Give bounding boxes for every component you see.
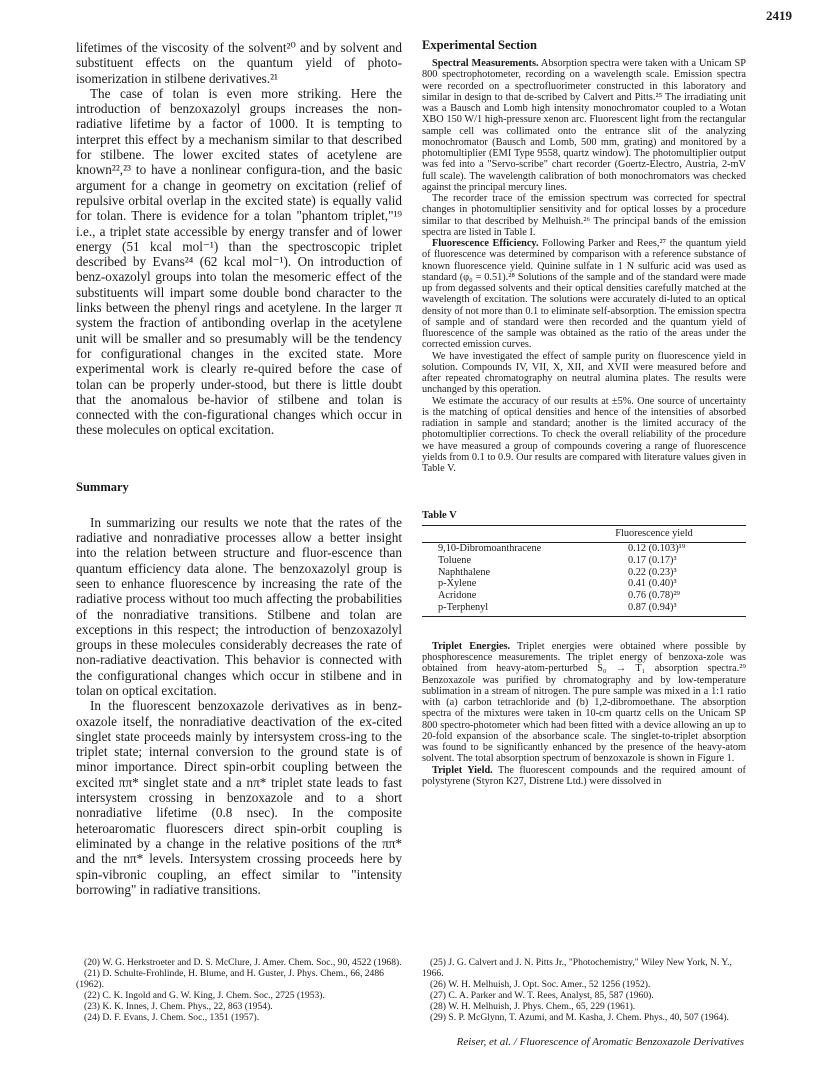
reference: (24) D. F. Evans, J. Chem. Soc., 1351 (1957). — [84, 1012, 260, 1023]
paragraph: We have investigated the effect of sample purity on fluorescence yield in solution. Compounds IV, VII, X, XII, and XVII were measured before and after repeated chromatography on neutral alumina plates. The results were unchanged by this operation. — [422, 350, 746, 396]
yield-cell: 0.17 (0.17)³ — [628, 554, 677, 566]
compound-cell: p-Terphenyl — [422, 602, 628, 616]
compound-cell: Acridone — [438, 590, 477, 602]
reference: (21) D. Schulte-Frohlinde, H. Blume, and H. Guster, J. Phys. Chem., 66, 2486 (1962). — [76, 968, 384, 990]
compound-cell: Toluene — [438, 554, 472, 566]
table-v — [422, 510, 746, 617]
yield-cell: 0.87 (0.94)³ — [628, 602, 746, 616]
table-row — [422, 543, 746, 555]
table-row — [422, 567, 746, 579]
reference: (29) S. P. McGlynn, T. Azumi, and M. Kasha, J. Chem. Phys., 40, 507 (1964). — [430, 1012, 729, 1023]
paragraph-text: Triplet energies were obtained where possible by phosphorescence measurements. The triplet energy of benzoxa-zole was obtained from heavy-atom-perturbed S₀ → T₁ absorption spectra.²⁹ Benzoxazole was purified by chromatography and by low-temperature sublimation in a stream of nitrogen. The pure sample was mixed in a 1:1 ratio with (a) carbon tetrachloride and (b) 1,2-dibromoethane. The absorption spectra of the mixtures were taken in 10-cm quartz cells on the Unicam SP 800 spectro-photometer which had been fitted with a device allowing an up to 20-fold expansion of the absorbance scale. The singlet-to-triplet absorption was found to be significantly enhanced by the presence of the heavy-atom solvent. The total absorption spectrum of benzoxazole is shown in Figure 1. — [422, 640, 746, 765]
experimental-heading: Experimental Section — [422, 38, 537, 52]
yield-cell: 0.41 (0.40)³ — [628, 578, 677, 590]
table-row — [422, 578, 746, 590]
reference: (23) K. K. Innes, J. Chem. Phys., 22, 863 (1954). — [84, 1001, 273, 1012]
yield-cell: 0.76 (0.78)²⁹ — [628, 590, 681, 602]
table-row — [422, 555, 746, 567]
compound-cell: 9,10-Dibromoanthracene — [438, 543, 542, 555]
reference: (26) W. H. Melhuish, J. Opt. Soc. Amer., 52 1256 (1952). — [430, 979, 651, 990]
references-right — [422, 957, 746, 1023]
paragraph — [422, 238, 746, 351]
yield-cell: 0.22 (0.23)³ — [628, 566, 677, 578]
summary-heading: Summary — [76, 479, 129, 494]
table-title: Table V — [422, 510, 457, 522]
paragraph — [422, 58, 746, 193]
paragraph-text: Following Parker and Rees,²⁷ the quantum yield of fluorescence was determined by comparison with a reference substance of known fluorescence yield. Quinine sulfate in 1 N sulfuric acid was used as standard (φ₀ = 0.51).²⁸ Solutions of the sample and of the standard were made up from degassed solvents and their optical densities carefully matched at the wavelength of excitation. The solutions were accurately di-luted to an optical density of not more than 0.1 to eliminate self-absorption. The emission spectra of sample and of standard were then recorded and the quantum yield of fluorescence of the sample was obtained as the ratio of the areas under the corrected emission curves. — [422, 238, 746, 351]
reference: (28) W. H. Melhuish, J. Phys. Chem., 65, 229 (1961). — [430, 1001, 636, 1012]
data-table — [422, 525, 746, 617]
references-left — [76, 957, 402, 1023]
left-column — [76, 40, 402, 897]
table-row — [422, 602, 746, 616]
paragraph: In summarizing our results we note that the rates of the radiative and nonradiative processes allow a better insight into the relation between structure and fluor-escence than quantum efficiency data alone. The benzoxazolyl group is seen to enhance fluorescence by increasing the rate of the radiative process without too much affecting the probabilities of the nonradiative transitions. Stilbene and tolan are exceptions in this respect; the introduction of benzoxazolyl groups in these molecules considerably decreases the rate of non-radiative deactivation. This behavior is connected with the configurational changes which occur in stilbene and in tolan on optical excitation. — [76, 514, 402, 698]
paragraph: In the fluorescent benzoxazole derivatives as in benz-oxazole itself, the nonradiative deactivation of the ex-cited singlet state proceeds mainly by intersystem cross-ing to the triplet state; internal conversion to the ground state is of minor importance. Direct spin-orbit coupling between the excited ππ* singlet state and a nπ* triplet state leads to fast intersystem crossing in benzoxazole and to a short nonradiative lifetime (0.8 nsec). In the composite heteroaromatic fluorescers direct spin-orbit coupling is eliminated by a change in the relative positions of the ππ* and the nπ* levels. Intersystem crossing proceeds here by spin-vibronic coupling, an effect similar to "intensity borrowing" in radiative transitions. — [76, 698, 402, 897]
compound-cell: Naphthalene — [438, 566, 491, 578]
runin-title: Triplet Yield. — [432, 764, 493, 776]
right-column — [422, 40, 746, 787]
paragraph-text: Absorption spectra were taken with a Unicam SP 800 spectrophotometer, recording on a wavelength scale. Emission spectra were recorded on a spectrofluorimeter constructed in this laboratory and similar in design to that de-scribed by Calvert and Pitts.²⁵ The irradiating unit was a Bausch and Lomb high intensity monochromator coupled to a Wotan XBO 150 W/1 high-pressure xenon arc. Fluorescent light from the rectangular sample cell was collimated onto the entrance slit of the analyzing monochromator (Bausch and Lomb, 500 mm, grating) and monitored by a photomultiplier (EMI Type 9558, quartz window). The photomultiplier output was fed into a "Servo-scribe" chart recorder (Goertz-Electro, Austria, 2-mV full scale). The wavelength calibration of both monochromators was checked against the principal mercury lines. — [422, 58, 746, 193]
paragraph: The recorder trace of the emission spectrum was corrected for spectral changes in photomultiplier sensitivity and for optical losses by a procedure similar to that described by Melhuish.²⁶ The principal bands of the emission spectra are listed in Table I. — [422, 193, 746, 238]
paragraph — [422, 765, 746, 788]
paragraph — [422, 641, 746, 765]
paragraph: lifetimes of the viscosity of the solvent²⁰ and by solvent and substituent effects on the quantum yield of photo-isomerization in stilbene derivatives.²¹ — [76, 40, 402, 86]
page-number: 2419 — [766, 8, 792, 23]
reference: (25) J. G. Calvert and J. N. Pitts Jr., "Photochemistry," Wiley New York, N. Y., 1966. — [422, 957, 732, 979]
paragraph: We estimate the accuracy of our results at ±5%. One source of uncertainty is the matching of optical densities and hence of the intensities of absorbed radiation in sample and standard; another is the limited accuracy of the photomultiplier corrections. To check the overall reliability of the procedure we have measured a group of compounds covering a range of fluorescence yields from 0.1 to 0.9. Our results are compared with literature values given in Table V. — [422, 395, 746, 474]
compound-cell: p-Xylene — [438, 578, 477, 590]
paragraph: The case of tolan is even more striking. Here the introduction of benzoxazolyl groups increases the non-radiative lifetime by a factor of 1000. It is tempting to interpret this effect by a mechanism similar to that described for stilbene. The lower excited states of acetylene are known²²,²³ to have a nonlinear configura-tion, and the basic argument for a change in geometry on excitation (relief of repulsive orbital overlap in the excited state) is equally valid for tolan. There is evidence for a tolan "phantom triplet,"¹⁹ i.e., a triplet state accessible by energy transfer and of lower energy (51 kcal mol⁻¹) than the spectroscopic triplet described by Evans²⁴ (62 kcal mol⁻¹). On introduction of benz-oxazolyl groups into tolan the mesomeric effect of the substituents will impart some double bond character to the links between the phenyl rings and acetylene. In the larger π system the fraction of antibonding overlap in the acetylene unit will be smaller and so presumably will be the tendency for configurational changes in the excited state. More experimental work is clearly re-quired before the case of tolan can be properly under-stood, but there is little doubt that the anomalous be-havior of stilbene and tolan is connected with the con-figurational changes which occur in these molecules on optical excitation. — [76, 85, 402, 438]
running-footer: Reiser, et al. / Fluorescence of Aromatic Benzoxazole Derivatives — [456, 1036, 744, 1048]
paragraph-text: The fluorescent compounds and the required amount of polystyrene (Styron K27, Distrene Ltd.) were dissolved in — [422, 764, 746, 787]
runin-title: Fluorescence Efficiency. — [432, 238, 539, 249]
runin-title: Triplet Energies. — [432, 640, 511, 652]
yield-cell: 0.12 (0.103)¹⁹ — [628, 543, 686, 555]
reference: (20) W. G. Herkstroeter and D. S. McClure, J. Amer. Chem. Soc., 90, 4522 (1968). — [84, 957, 402, 968]
table-row — [422, 590, 746, 602]
runin-title: Spectral Measurements. — [432, 58, 539, 69]
table-header: Fluorescence yield — [422, 526, 746, 543]
reference: (27) C. A. Parker and W. T. Rees, Analyst, 85, 587 (1960). — [430, 990, 654, 1001]
reference: (22) C. K. Ingold and G. W. King, J. Chem. Soc., 2725 (1953). — [84, 990, 325, 1001]
